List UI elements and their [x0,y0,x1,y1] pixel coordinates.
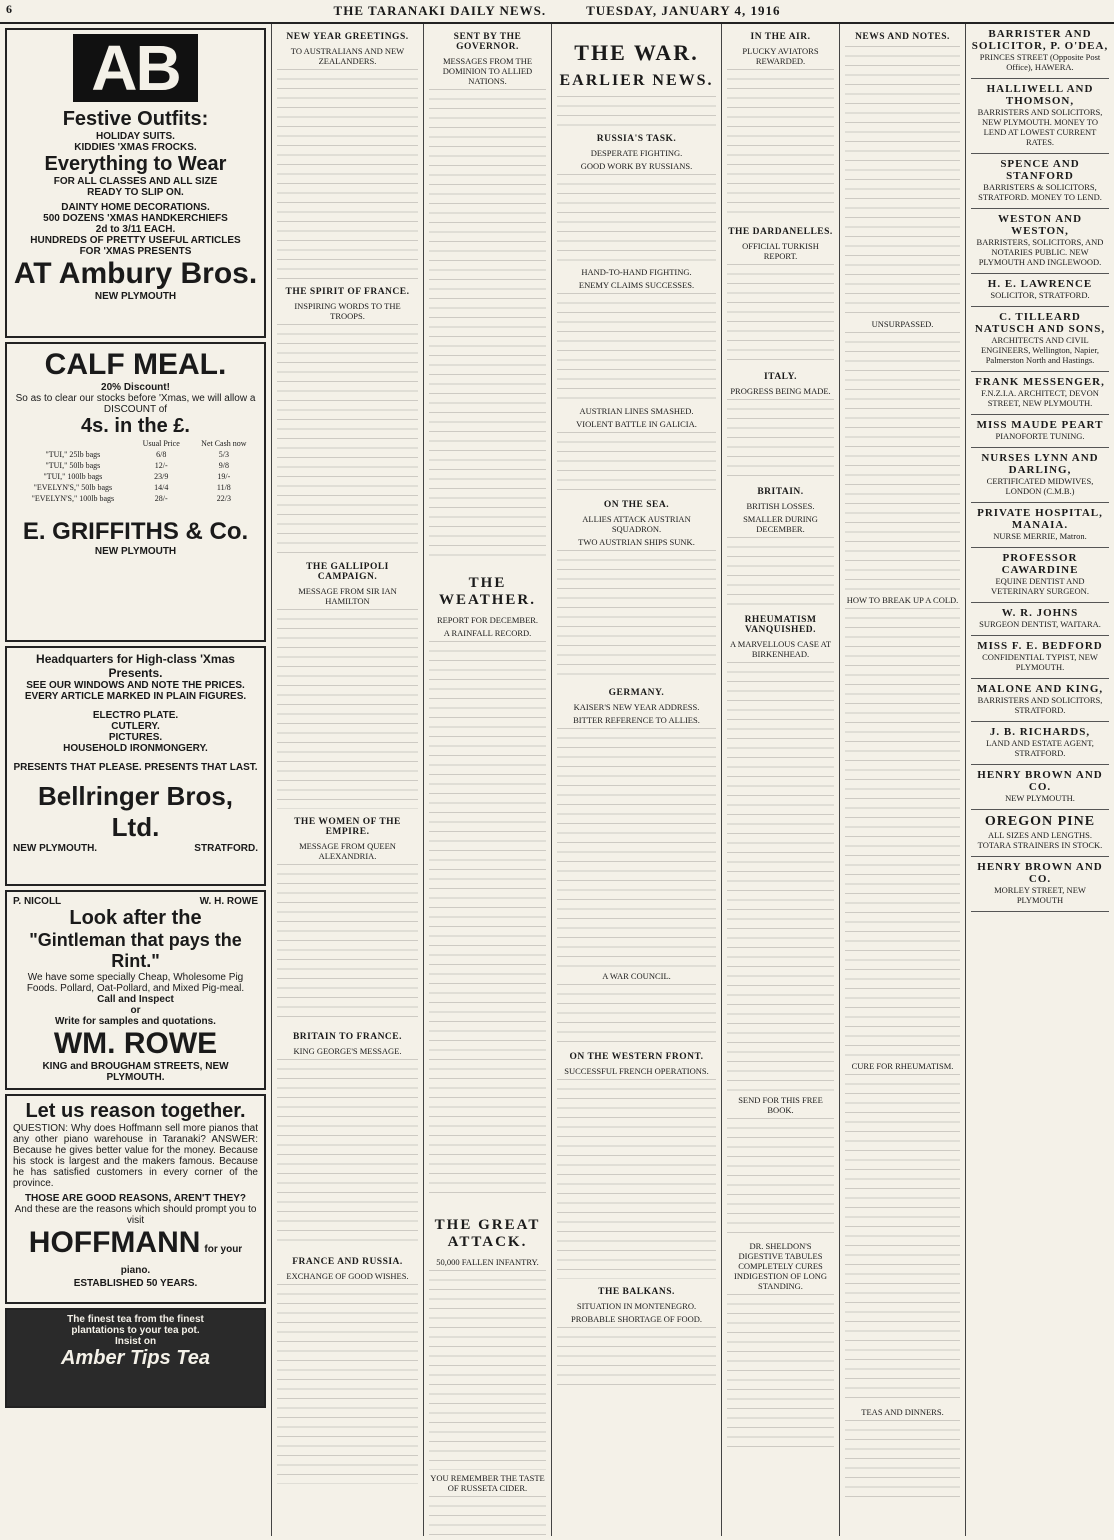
article-text [727,264,834,364]
subheading: MESSAGE FROM QUEEN ALEXANDRIA. [299,841,396,861]
headline: FRANCE AND RUSSIA. [292,1257,403,1267]
ad-line: for your piano. [120,1244,243,1276]
article-text [557,1327,716,1387]
subheading: BITTER REFERENCE TO ALLIES. [573,715,700,725]
ad-name: P. NICOLL [13,896,62,907]
headline: RHEUMATISM VANQUISHED. [744,615,817,635]
amber-tips-ad [5,1308,266,1408]
article-text [557,432,716,492]
headline: NEW YEAR GREETINGS. [286,32,409,42]
article-text [845,1420,960,1500]
ad-firm-name: AT Ambury Bros. [13,257,258,290]
subheading: SMALLER DURING DECEMBER. [743,514,818,534]
news-column-4 [552,24,722,1536]
article-text [727,1118,834,1238]
article-text [727,69,834,219]
business-card: SPENCE AND STANFORD BARRISTERS & SOLICITORS, STRATFORD. MONEY TO LEND. [971,158,1109,209]
ad-line: We have some specially Cheap, Wholesome Pig Foods. Pollard, Oat-Pollard, and Mixed Pig-meal. [26,972,245,994]
business-card: NURSES LYNN AND DARLING, CERTIFICATED MIDWIVES, LONDON (C.M.B.) [971,452,1109,503]
table-row: "EVELYN'S," 100lb bags 28/- 22/3 [31,494,231,503]
ad-line: HOUSEHOLD IRONMONGERY. [63,743,208,754]
article-text [557,293,716,403]
subheading: INSPIRING WORDS TO THE TROOPS. [294,301,401,321]
ad-town: NEW PLYMOUTH [94,546,177,557]
table-header: Usual Price [142,439,180,448]
ad-line: plantations to your tea pot. [71,1325,200,1336]
ad-line: SEE OUR WINDOWS AND NOTE THE PRICES. [26,680,245,691]
section-title: EARLIER NEWS. [559,72,714,89]
ad-line: HUNDREDS OF PRETTY USEFUL ARTICLES [30,235,241,246]
ad-title: CALF MEAL. [44,348,227,381]
subheading: KAISER'S NEW YEAR ADDRESS. [573,702,700,712]
headline: NEWS AND NOTES. [855,32,950,42]
ad-line: ELECTRO PLATE. [92,710,179,721]
ad-firm-name: E. GRIFFITHS & Co. [22,518,249,545]
ad-line: 500 DOZENS 'XMAS HANDKERCHIEFS [43,213,228,224]
article-text [557,96,716,126]
ad-line: Everything to Wear [44,153,227,175]
ad-line: PICTURES. [108,732,163,743]
headline: THE SPIRIT OF FRANCE. [285,287,410,297]
ad-firm-name: HOFFMANN [28,1226,201,1259]
headline: ON THE SEA. [603,500,670,510]
table-row: "EVELYN'S," 50lb bags 14/4 11/8 [33,483,231,492]
subheading: KING GEORGE'S MESSAGE. [293,1046,402,1056]
article-text [845,608,960,1058]
subheading: ALLIES ATTACK AUSTRIAN SQUADRON. [582,514,691,534]
issue-date: TUESDAY, JANUARY 4, 1916 [586,3,781,18]
headline: THE GALLIPOLI CAMPAIGN. [306,562,389,582]
headline: ITALY. [763,372,798,382]
ad-town: NEW PLYMOUTH. [13,843,98,854]
ad-line: "Gintleman that pays the Rint." [29,930,242,971]
ab-logo: AB [73,34,197,102]
ad-line: Look after the [69,907,202,929]
headline: THE WOMEN OF THE EMPIRE. [294,817,401,837]
section-title: THE WEATHER. [439,575,536,608]
article-text [557,728,716,968]
subheading: 50,000 FALLEN INFANTRY. [436,1257,539,1267]
ad-line: FOR 'XMAS PRESENTS [79,246,192,257]
subheading: SUCCESSFUL FRENCH OPERATIONS. [564,1066,709,1076]
headline: SENT BY THE GOVERNOR. [453,32,522,52]
ad-line: So as to clear our stocks before 'Xmas, we will allow a DISCOUNT of [15,393,256,415]
subheading: HOW TO BREAK UP A COLD. [846,595,959,605]
ad-line: 2d to 3/11 EACH. [95,224,176,235]
ad-brand: Amber Tips Tea [61,1347,210,1369]
rowe-ad [5,890,266,1090]
ad-line: Write for samples and quotations. [55,1016,216,1027]
ad-line: Festive Outfits: [62,108,209,130]
headline: BRITAIN TO FRANCE. [292,1032,403,1042]
article-text [277,324,418,554]
subheading: PROBABLE SHORTAGE OF FOOD. [570,1314,703,1324]
subheading: HAND-TO-HAND FIGHTING. [581,267,692,277]
ad-line: HOLIDAY SUITS. [96,131,175,142]
business-card: H. E. LAWRENCE SOLICITOR, STRATFORD. [971,278,1109,307]
hoffmann-ad [5,1094,266,1304]
article-text [845,1074,960,1404]
subheading: ENEMY CLAIMS SUCCESSES. [578,280,695,290]
section-title: THE WAR. [574,40,699,65]
page-number: 6 [6,2,13,16]
article-text [277,69,418,279]
article-text [429,1496,546,1536]
subheading: MESSAGE FROM SIR IAN HAMILTON [298,586,397,606]
ambury-ad [5,28,266,338]
price-table [13,438,258,504]
business-card: FRANK MESSENGER, F.N.Z.I.A. ARCHITECT, DEVON STREET, NEW PLYMOUTH. [971,376,1109,415]
subheading: DESPERATE FIGHTING. [590,148,683,158]
article-text [429,641,546,1201]
newspaper-title: THE TARANAKI DAILY NEWS. [333,3,547,18]
subheading: A MARVELLOUS CASE AT BIRKENHEAD. [729,639,832,659]
ad-line: CUTLERY. [111,721,160,732]
subheading: YOU REMEMBER THE TASTE OF RUSSETA CIDER. [430,1473,545,1493]
section-title: THE GREAT ATTACK. [434,1217,541,1250]
article-text [277,1059,418,1249]
ads-column [0,24,272,1536]
business-card: MALONE AND KING, BARRISTERS AND SOLICITORS, STRATFORD. [971,683,1109,722]
article-text [277,609,418,809]
headline: THE BALKANS. [598,1287,675,1297]
subheading: GOOD WORK BY RUSSIANS. [580,161,693,171]
headline: THE DARDANELLES. [728,227,833,237]
ad-line: Call and Inspect [97,994,174,1005]
ad-line: ESTABLISHED 50 YEARS. [73,1278,198,1289]
news-column-6 [840,24,966,1536]
ad-line: or [130,1005,141,1016]
ad-firm-name: Bellringer Bros, Ltd. [37,781,234,842]
ad-line: DAINTY HOME DECORATIONS. [61,202,210,213]
business-card: C. TILLEARD NATUSCH AND SONS, ARCHITECTS AND CIVIL ENGINEERS, Wellington, Napier, Palmerston North and Hastings. [971,311,1109,372]
business-card: BARRISTER AND SOLICITOR, P. O'DEA, PRINCES STREET (Opposite Post Office), HAWERA. [971,28,1109,79]
subheading: MESSAGES FROM THE DOMINION TO ALLIED NATIONS. [442,56,533,86]
ad-line: 20% Discount! [101,382,170,393]
subheading: VIOLENT BATTLE IN GALICIA. [576,419,697,429]
business-card: J. B. RICHARDS, LAND AND ESTATE AGENT, STRATFORD. [971,726,1109,765]
ad-line: THOSE ARE GOOD REASONS, AREN'T THEY? [24,1193,247,1204]
calf-meal-ad [5,342,266,642]
subheading: PROGRESS BEING MADE. [730,386,831,396]
bellringer-ad [5,646,266,886]
ad-line: FOR ALL CLASSES AND ALL SIZE [53,176,218,187]
subheading: DR. SHELDON'S DIGESTIVE TABULES COMPLETELY CURES INDIGESTION OF LONG STANDING. [733,1241,828,1291]
ad-line: PRESENTS THAT PLEASE. PRESENTS THAT LAST. [13,762,258,773]
ad-line: The finest tea from the finest [67,1314,204,1325]
table-header: Net Cash now [201,439,247,448]
ad-title: Let us reason together. [25,1100,246,1122]
subheading: PLUCKY AVIATORS REWARDED. [742,46,819,66]
article-text [557,984,716,1044]
article-text [557,174,716,264]
subheading: A RAINFALL RECORD. [443,628,532,638]
subheading: SEND FOR THIS FREE BOOK. [738,1095,823,1115]
subheading: CURE FOR RHEUMATISM. [851,1061,954,1071]
subheading: TWO AUSTRIAN SHIPS SUNK. [578,537,695,547]
headline: IN THE AIR. [750,32,811,42]
business-card: HALLIWELL AND THOMSON, BARRISTERS AND SOLICITORS, NEW PLYMOUTH. MONEY TO LEND AT LOWEST CURRENT RATES. [971,83,1109,154]
ad-line: 4s. in the £. [81,415,190,437]
subheading: EXCHANGE OF GOOD WISHES. [286,1271,409,1281]
subheading: A WAR COUNCIL. [602,971,671,981]
headline: GERMANY. [608,688,665,698]
subheading: TEAS AND DINNERS. [861,1407,944,1417]
professional-cards-column [966,24,1114,1536]
ad-town: STRATFORD. [194,843,258,854]
business-card: MISS F. E. BEDFORD CONFIDENTIAL TYPIST, NEW PLYMOUTH. [971,640,1109,679]
business-card: MISS MAUDE PEART PIANOFORTE TUNING. [971,419,1109,448]
subheading: UNSURPASSED. [871,319,934,329]
ad-line: EVERY ARTICLE MARKED IN PLAIN FIGURES. [24,691,247,702]
masthead [0,0,1114,24]
subheading: SITUATION IN MONTENEGRO. [576,1301,697,1311]
article-text [727,1294,834,1454]
headline: RUSSIA'S TASK. [596,134,677,144]
article-text [277,1284,418,1484]
ad-line: KIDDIES 'XMAS FROCKS. [74,142,197,153]
business-card: WESTON AND WESTON, BARRISTERS, SOLICITORS, AND NOTARIES PUBLIC. NEW PLYMOUTH AND INGLEWOOD. [971,213,1109,274]
subheading: BRITISH LOSSES. [746,501,815,511]
ad-line: Insist on [114,1336,157,1347]
headline: BRITAIN. [757,487,804,497]
subheading: OFFICIAL TURKISH REPORT. [742,241,819,261]
business-card: W. R. JOHNS SURGEON DENTIST, WAITARA. [971,607,1109,636]
ad-address: KING and BROUGHAM STREETS, NEW PLYMOUTH. [42,1061,229,1083]
business-card: HENRY BROWN AND CO. NEW PLYMOUTH. [971,769,1109,810]
article-text [845,332,960,592]
news-column-3 [424,24,552,1536]
ad-town: NEW PLYMOUTH [94,291,177,302]
subheading: TO AUSTRALIANS AND NEW ZEALANDERS. [290,46,405,66]
article-text [557,550,716,680]
business-card: OREGON PINE ALL SIZES AND LENGTHS. TOTARA STRAINERS IN STOCK. [971,814,1109,857]
headline: ON THE WESTERN FRONT. [569,1052,704,1062]
article-text [557,1079,716,1279]
subheading: REPORT FOR DECEMBER. [436,615,539,625]
table-row: "TUI," 25lb bags 6/8 5/3 [45,450,229,459]
ad-name: W. H. ROWE [199,896,258,907]
article-text [429,1270,546,1470]
business-card: HENRY BROWN AND CO. MORLEY STREET, NEW PLYMOUTH [971,861,1109,912]
table-row: "TUI," 100lb bags 23/9 19/- [43,472,231,481]
article-text [845,46,960,316]
subheading: AUSTRIAN LINES SMASHED. [579,406,694,416]
ad-firm-name: WM. ROWE [53,1027,218,1060]
business-card: PRIVATE HOSPITAL, MANAIA. NURSE MERRIE, Matron. [971,507,1109,548]
ad-line: QUESTION: Why does Hoffmann sell more pianos that any other piano warehouse in Taranaki? ANSWER: Because he gives better value for the money. Because his stock is largest and the makers famous. Because he has satisfied customers in every corner of the province. [13,1123,258,1189]
article-text [727,537,834,607]
ad-title: Headquarters for High-class 'Xmas Presents. [36,652,235,680]
news-column-2 [272,24,424,1536]
ad-line: And these are the reasons which should prompt you to visit [14,1204,257,1226]
article-text [429,89,546,559]
ad-line: READY TO SLIP ON. [87,187,184,198]
table-row: "TUI," 50lb bags 12/- 9/8 [45,461,229,470]
article-text [277,864,418,1024]
article-text [727,662,834,1092]
news-column-5 [722,24,840,1536]
article-text [727,399,834,479]
business-card: PROFESSOR CAWARDINE EQUINE DENTIST AND VETERINARY SURGEON. [971,552,1109,603]
